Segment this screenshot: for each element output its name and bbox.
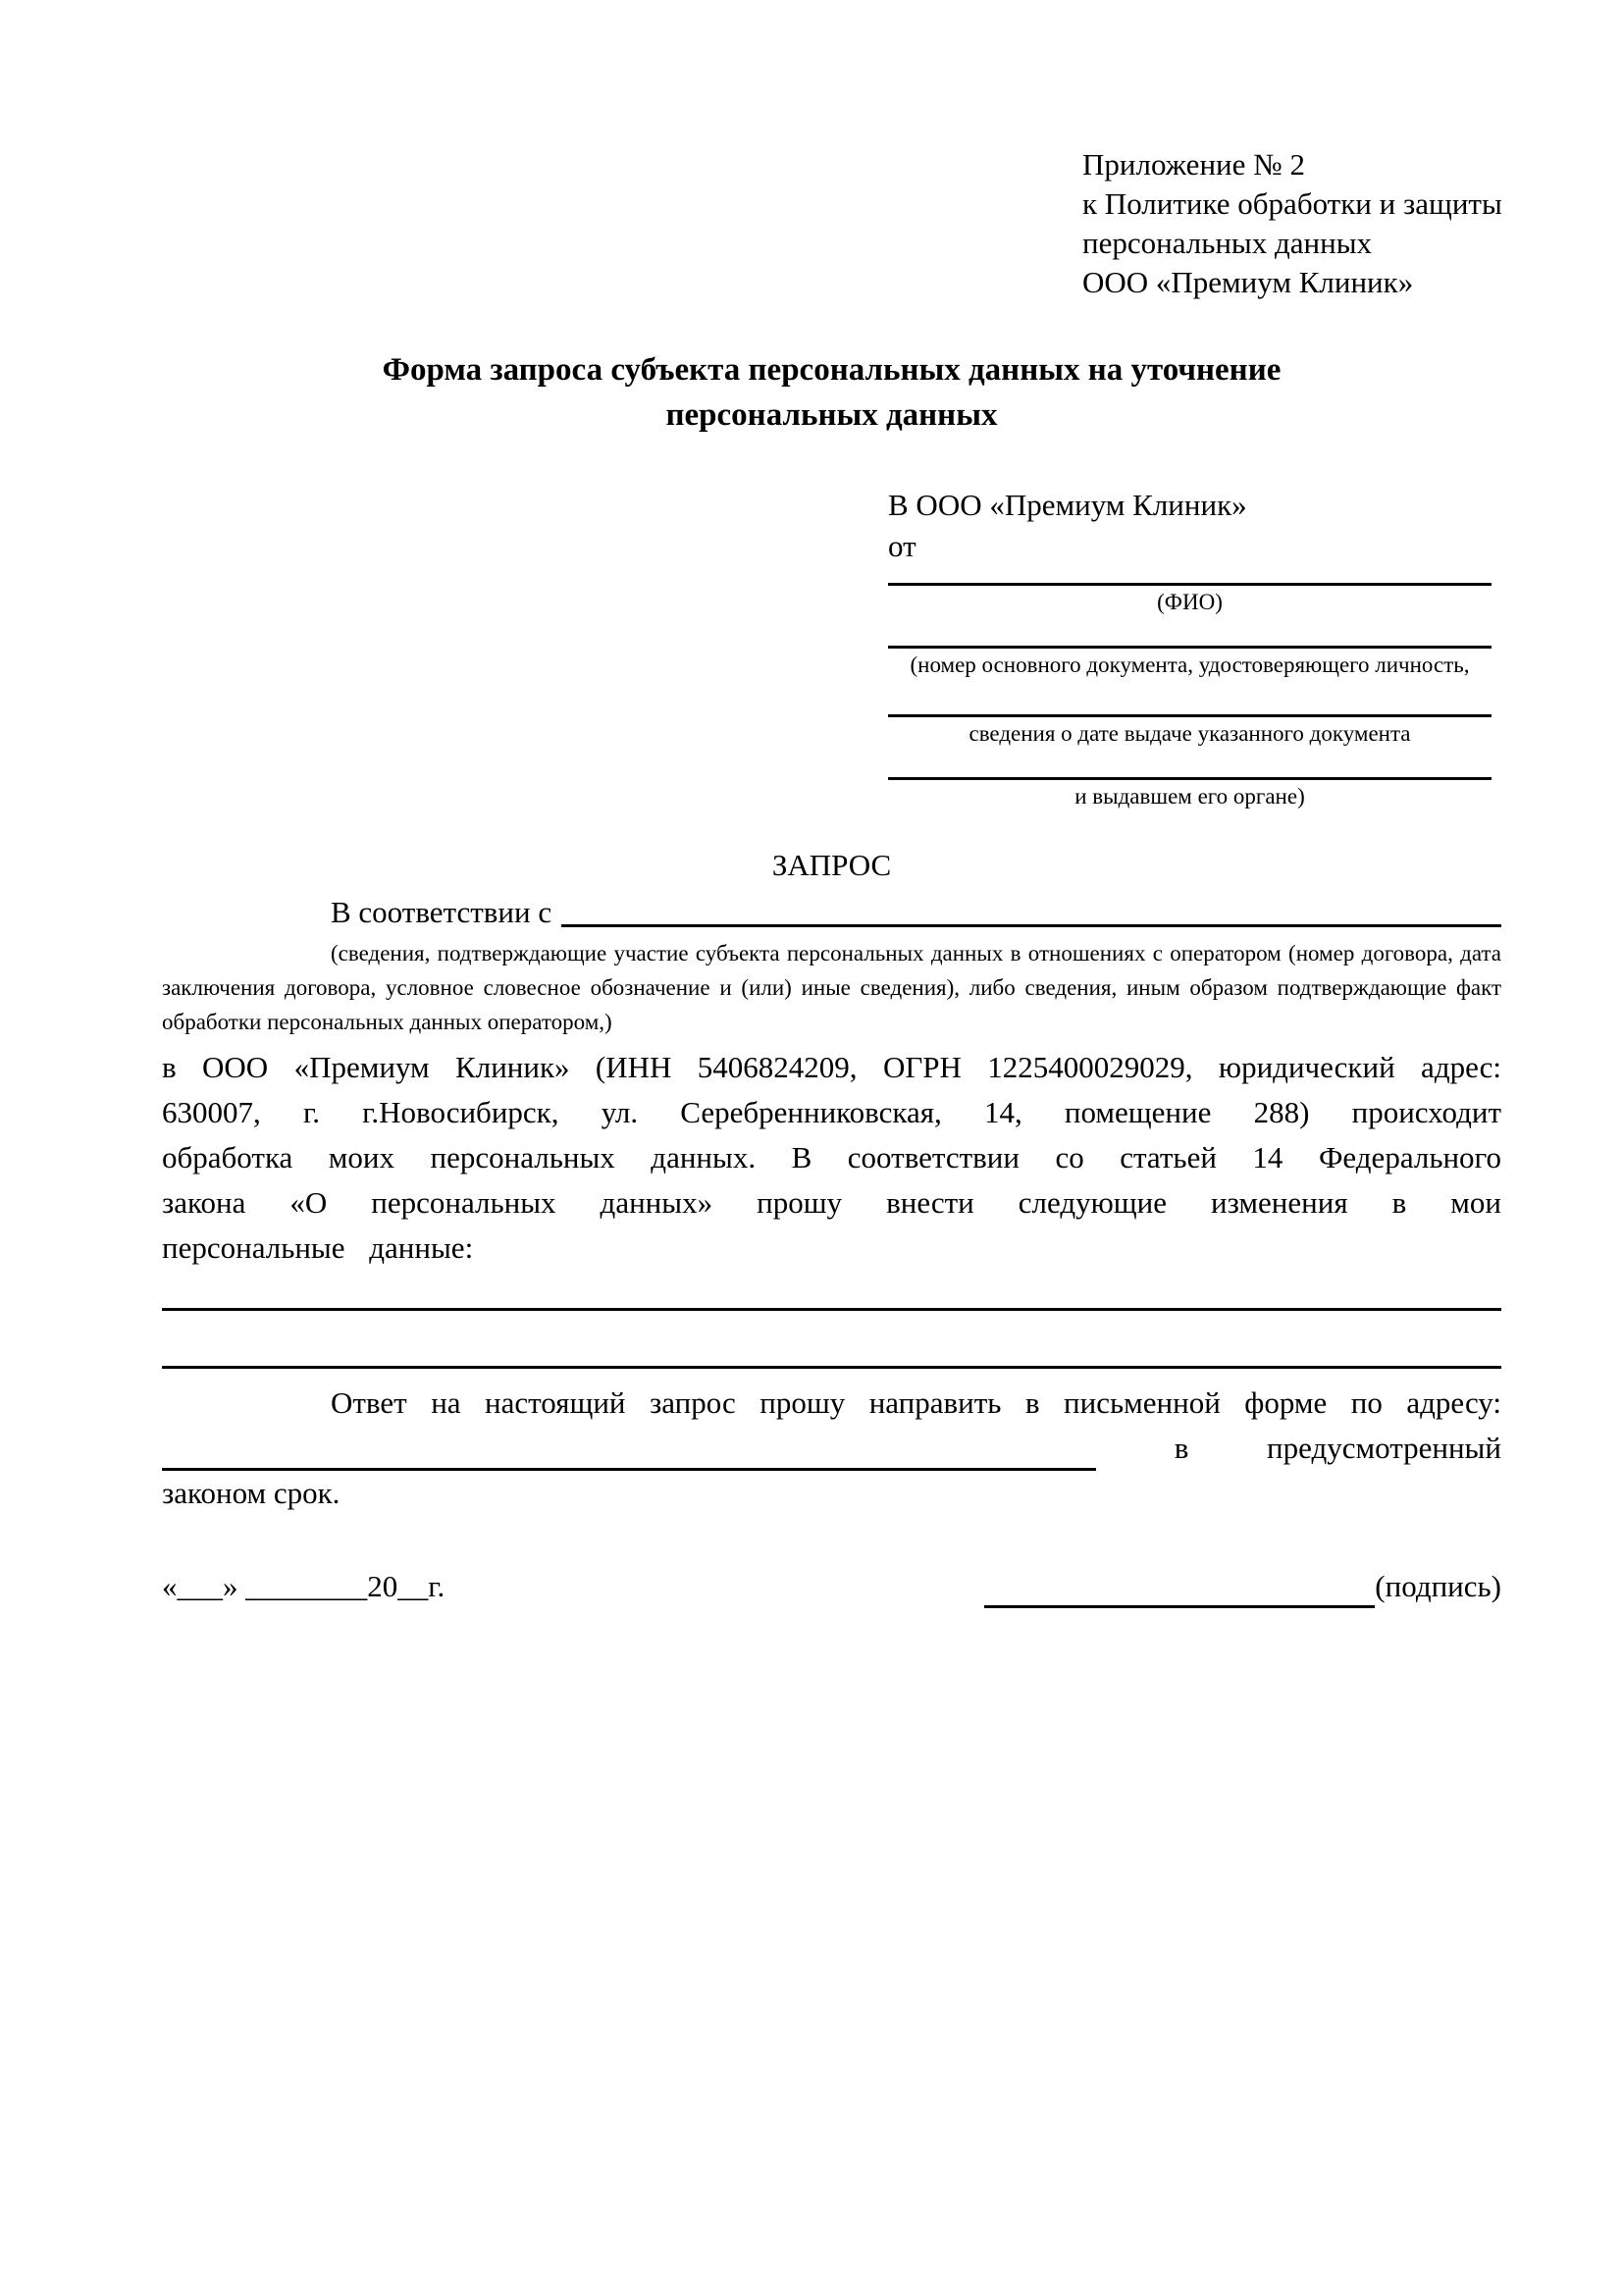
appendix-header xyxy=(1082,145,1501,302)
accordance-note: (сведения, подтверждающие участие субъекта персональных данных в отношениях с оператором (номер договора, дата заключения договора, условное словесное обозначение и (или) иные сведения), либо сведения, иным образом подтверждающие факт обработки персональных данных оператором,) xyxy=(162,941,1501,1034)
document-title xyxy=(162,347,1501,438)
reply-request-sentence: Ответ на настоящий запрос прошу направить в письменной форме по адресу: xyxy=(331,1385,1501,1420)
reply-address-row xyxy=(162,1426,1501,1471)
request-heading: ЗАПРОС xyxy=(771,848,892,882)
appendix-header-line: персональных данных xyxy=(1082,226,1373,260)
appendix-header-line: к Политике обработки и защиты xyxy=(1082,186,1502,221)
document-number-label: (номер основного документа, удостоверяющего личность, xyxy=(910,652,1470,677)
recipient-block xyxy=(888,485,1501,567)
reply-tail-word: в xyxy=(1174,1431,1189,1465)
issuing-authority-label: и выдавшем его органе) xyxy=(1074,784,1305,809)
date-template: «___» ________20__г. xyxy=(162,1569,445,1603)
appendix-header-line: ООО «Премиум Клиник» xyxy=(1082,265,1414,299)
reply-tail-line: законом срок. xyxy=(162,1476,340,1510)
signature-label: (подпись) xyxy=(1375,1569,1501,1603)
changes-blank-line-2 xyxy=(162,1311,1501,1369)
document-title-line: персональных данных xyxy=(665,397,998,433)
accordance-row xyxy=(162,891,1501,934)
recipient-from: от xyxy=(888,529,916,563)
issuing-authority-blank-line xyxy=(888,748,1492,780)
reply-tail-word: предусмотренный xyxy=(1267,1431,1501,1465)
issue-date-blank-line xyxy=(888,679,1492,717)
document-number-blank-line xyxy=(888,616,1492,649)
issue-date-label: сведения о дате выдаче указанного документа xyxy=(969,721,1411,746)
signature-blank-line xyxy=(984,1572,1375,1608)
signature-group xyxy=(984,1565,1501,1608)
fio-label: (ФИО) xyxy=(1157,590,1223,614)
accordance-blank-line xyxy=(561,891,1501,927)
appendix-header-line: Приложение № 2 xyxy=(1082,147,1305,182)
date-signature-row xyxy=(162,1565,1501,1608)
request-body-paragraph: в ООО «Премиум Клиник» (ИНН 5406824209, ОГРН 1225400029029, юридический адрес: 630007, г. г.Новосибирск, ул. Серебренниковская, 14, помещение 288) происходит обработка моих персональных данных. В соответствии со статьей 14 Федерального закона «О персональных данных» прошу внести следующие изменения в мои персональные данные: xyxy=(162,1050,1501,1265)
recipient-to: В ООО «Премиум Клиник» xyxy=(888,488,1247,522)
changes-blank-line-1 xyxy=(162,1271,1501,1311)
fio-blank-line xyxy=(888,567,1492,586)
applicant-fields xyxy=(888,567,1492,810)
document-title-line: Форма запроса субъекта персональных данных на уточнение xyxy=(382,352,1282,388)
reply-address-blank-line xyxy=(162,1431,1096,1471)
accordance-prefix: В соответствии с xyxy=(331,895,552,929)
